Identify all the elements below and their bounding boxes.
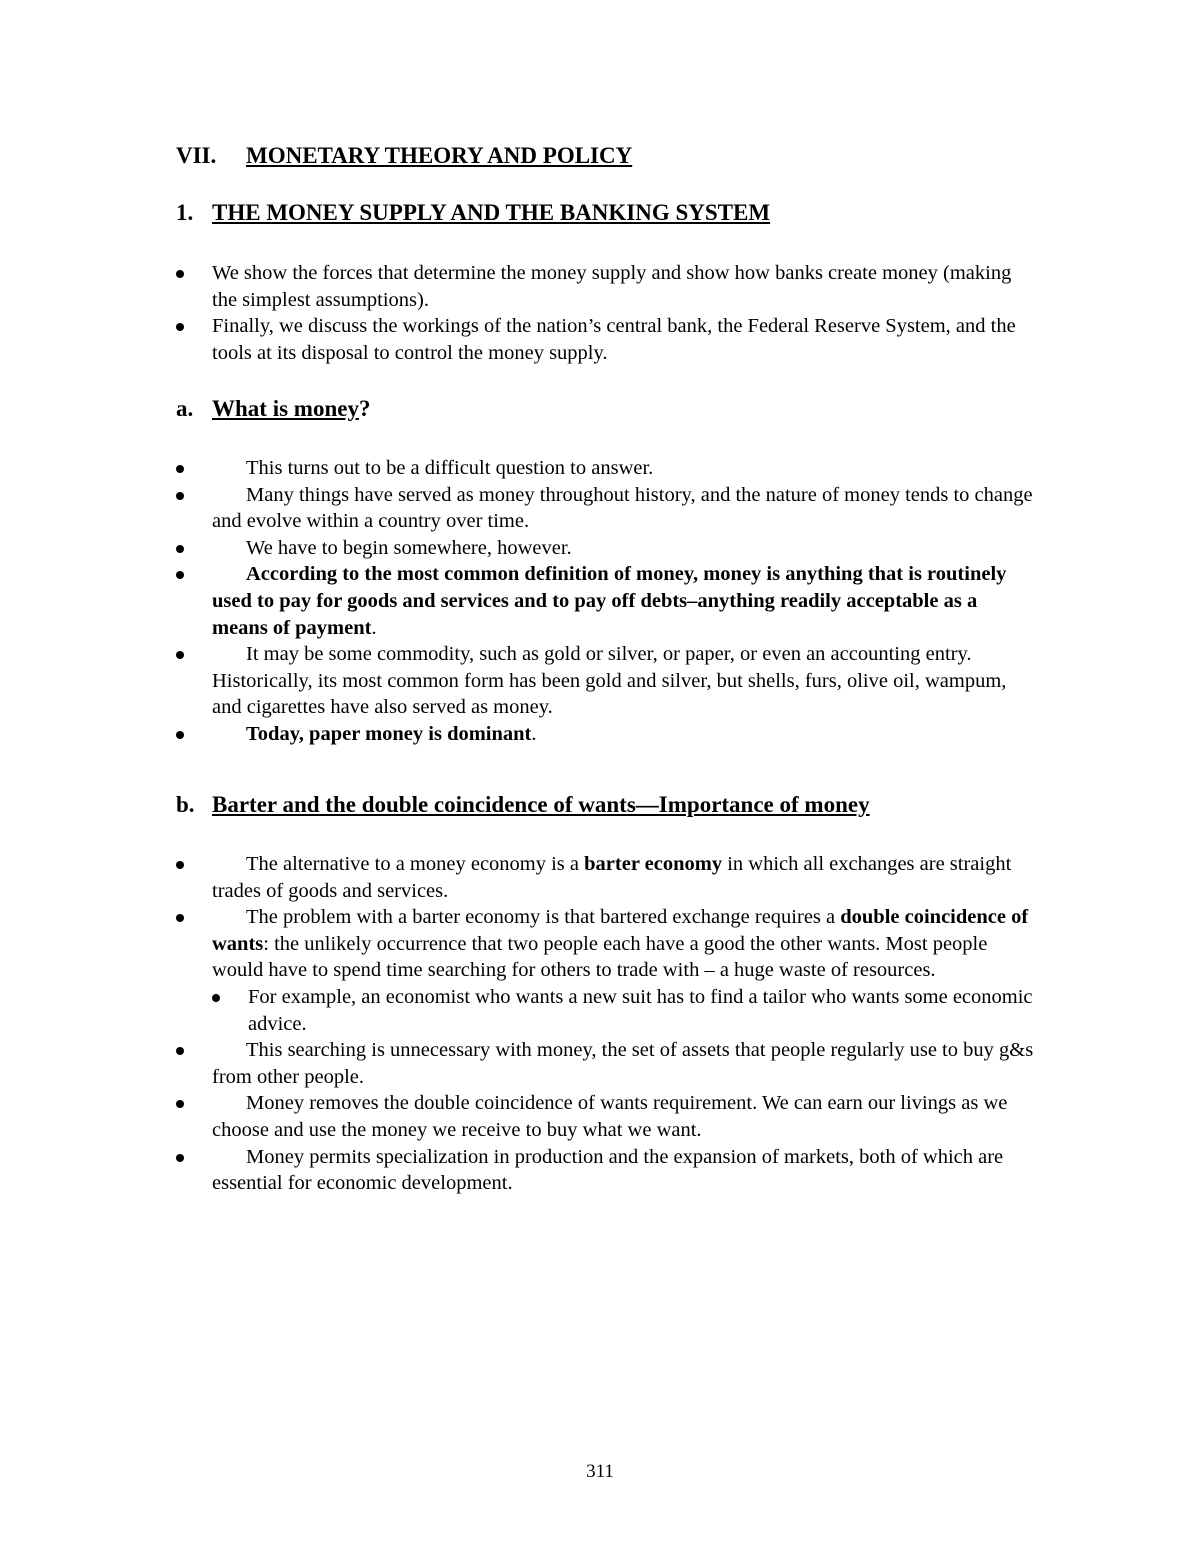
list-item: This searching is unnecessary with money, the set of assets that people regularly use to buy g&s from other people.	[176, 1037, 1036, 1090]
bullet-icon	[176, 861, 184, 869]
list-item: Finally, we discuss the workings of the nation’s central bank, the Federal Reserve System, and the tools at its disposal to control the money supply.	[176, 313, 1036, 366]
section-1-title: THE MONEY SUPPLY AND THE BANKING SYSTEM	[212, 200, 771, 225]
bullet-icon	[176, 465, 184, 473]
section-b-bullet-list	[176, 851, 1036, 1197]
bullet-icon	[212, 994, 220, 1002]
section-b-heading	[176, 792, 870, 818]
page-number: 311	[586, 1461, 614, 1482]
section-1-bullet-list	[176, 260, 1036, 366]
chapter-heading	[176, 143, 632, 169]
list-item: Many things have served as money throughout history, and the nature of money tends to change and evolve within a country over time.	[176, 482, 1036, 535]
section-a-number: a.	[176, 396, 194, 421]
list-item: We show the forces that determine the money supply and show how banks create money (making the simplest assumptions).	[176, 260, 1036, 313]
list-item: Money permits specialization in production and the expansion of markets, both of which are essential for economic development.	[176, 1144, 1036, 1197]
list-item: For example, an economist who wants a new suit has to find a tailor who wants some economic advice.	[176, 984, 1036, 1037]
section-a-heading	[176, 396, 370, 422]
bullet-icon	[176, 545, 184, 553]
list-item: The problem with a barter economy is that bartered exchange requires a double coincidence of wants: the unlikely occurrence that two people each have a good the other wants. Most people would have to spend time searching for others to trade with – a huge waste of resources.	[176, 904, 1036, 984]
section-a-bullet-list	[176, 455, 1036, 748]
chapter-number: VII.	[176, 143, 217, 168]
section-a-title-end: ?	[358, 396, 371, 421]
bullet-icon	[176, 731, 184, 739]
bullet-icon	[176, 1154, 184, 1162]
list-item: The alternative to a money economy is a barter economy in which all exchanges are straight trades of goods and services.	[176, 851, 1036, 904]
bullet-icon	[176, 1100, 184, 1108]
section-b-title: Barter and the double coincidence of wants—Importance of money	[212, 792, 870, 817]
bullet-icon	[176, 651, 184, 659]
section-a-title: What is money	[212, 396, 359, 421]
list-item: According to the most common definition of money, money is anything that is routinely used to pay for goods and services and to pay off debts–anything readily acceptable as a means of payment.	[176, 561, 1036, 641]
bullet-icon	[176, 492, 184, 500]
list-item: We have to begin somewhere, however.	[176, 535, 1036, 562]
chapter-title: MONETARY THEORY AND POLICY	[246, 143, 633, 168]
list-item: This turns out to be a difficult question to answer.	[176, 455, 1036, 482]
bullet-icon	[176, 323, 184, 331]
bullet-icon	[176, 914, 184, 922]
list-item: Money removes the double coincidence of wants requirement. We can earn our livings as we choose and use the money we receive to buy what we want.	[176, 1090, 1036, 1143]
bullet-icon	[176, 571, 184, 579]
section-b-number: b.	[176, 792, 195, 817]
section-1-number: 1.	[176, 200, 194, 225]
list-item: Today, paper money is dominant.	[176, 721, 1036, 748]
section-1-heading	[176, 200, 770, 226]
bullet-icon	[176, 270, 184, 278]
list-item: It may be some commodity, such as gold or silver, or paper, or even an accounting entry. Historically, its most common form has been gold and silver, but shells, furs, olive oil, wampum, and cigarettes have also served as money.	[176, 641, 1036, 721]
bullet-icon	[176, 1047, 184, 1055]
